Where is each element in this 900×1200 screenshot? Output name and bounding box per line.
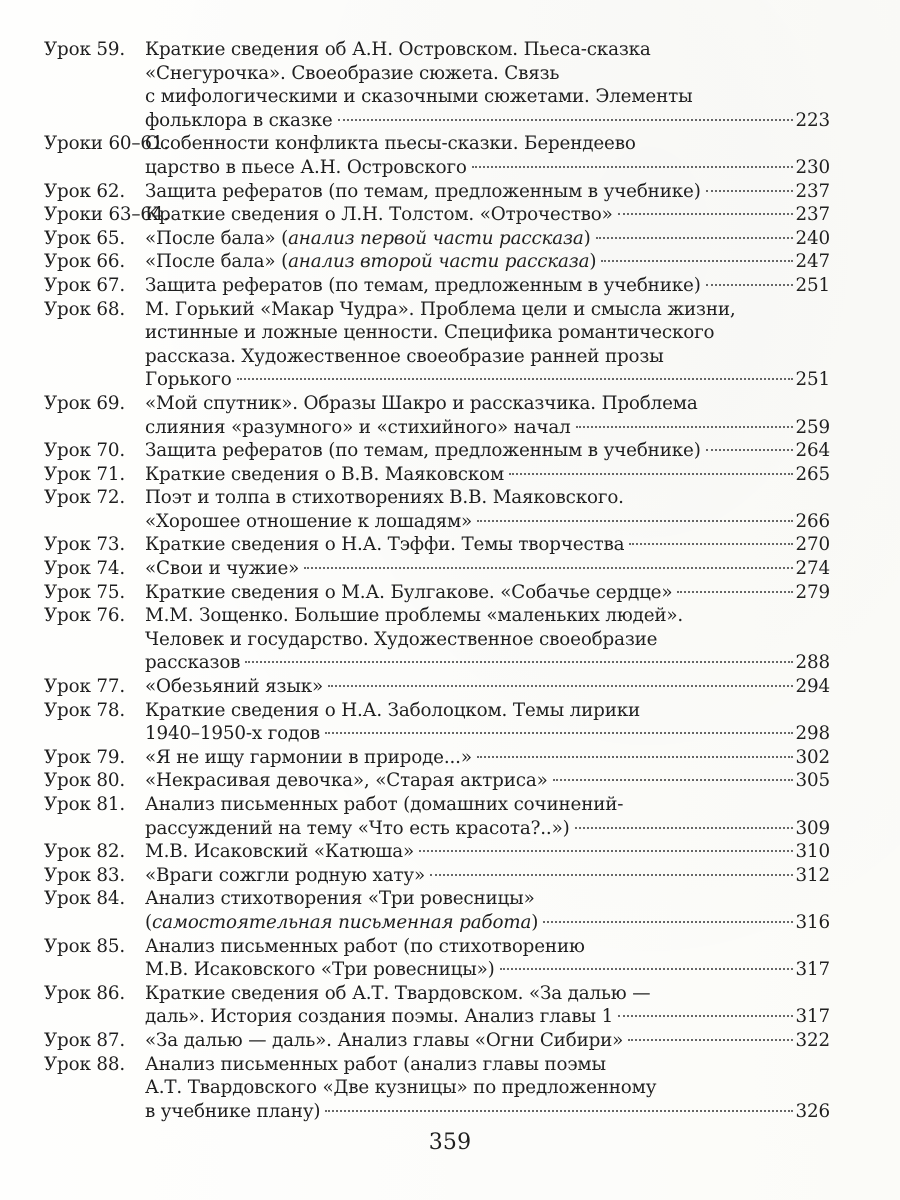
toc-entry [44, 392, 830, 439]
title-line: «Я не ищу гармонии в природе...» [145, 746, 472, 768]
title-line: Горького [145, 369, 232, 391]
lesson-label: Урок 59. [44, 39, 126, 60]
toc-entry [44, 675, 830, 699]
entry-page-number: 237 [795, 204, 830, 226]
lesson-title [145, 38, 830, 132]
entry-page-number: 317 [795, 959, 830, 981]
dot-leader [596, 237, 793, 239]
entry-page-number: 240 [795, 227, 830, 249]
toc-entry [44, 250, 830, 274]
title-line: «Хорошее отношение к лошадям» [145, 510, 473, 532]
entry-page-number: 305 [795, 770, 830, 792]
title-text-part: ) [531, 911, 539, 933]
title-final-line [145, 1005, 830, 1029]
entry-page-number: 259 [795, 416, 830, 438]
title-final-line [145, 109, 830, 133]
lesson-label: Урок 70. [44, 440, 126, 462]
toc-entry [44, 1053, 830, 1124]
toc-entry [44, 769, 830, 793]
lesson-label: Урок 77. [44, 676, 126, 698]
toc-entry [44, 840, 830, 864]
title-line: слияния «разумного» и «стихийного» начал [145, 416, 571, 438]
lesson-title [145, 298, 830, 392]
title-line [145, 250, 596, 274]
title-line: царство в пьесе А.Н. Островского [145, 156, 467, 178]
title-final-line [145, 958, 830, 982]
title-final-line [145, 439, 830, 463]
lesson-label: Урок 75. [44, 581, 126, 603]
lesson-label: Урок 78. [44, 699, 126, 721]
entry-page-number: 310 [795, 841, 830, 863]
lesson-title [145, 699, 830, 746]
title-line: Краткие сведения о В.В. Маяковском [145, 463, 505, 485]
lesson-title [145, 887, 830, 934]
toc-entry [44, 1029, 830, 1053]
dot-leader [575, 827, 793, 829]
lesson-title [145, 557, 830, 581]
dot-leader [477, 756, 793, 758]
title-line: Краткие сведения о Н.А. Тэффи. Темы творчества [145, 534, 625, 556]
dot-leader [338, 119, 793, 121]
lesson-label: Урок 80. [44, 770, 126, 792]
title-text-part: «После бала» ( [145, 251, 289, 273]
dot-leader [419, 850, 793, 852]
title-line: Поэт и толпа в стихотворениях В.В. Маяковского. [145, 487, 624, 509]
lesson-title [145, 392, 830, 439]
title-line: Человек и государство. Художественное своеобразие [145, 628, 658, 650]
lesson-title [145, 227, 830, 251]
title-line: А.Т. Твардовского «Две кузницы» по предложенному [145, 1077, 657, 1099]
toc-entry [44, 557, 830, 581]
title-line: Краткие сведения об А.Т. Твардовском. «За далью — [145, 982, 651, 1004]
toc-entry [44, 439, 830, 463]
lesson-title [145, 486, 830, 533]
title-line: «Мой спутник». Образы Шакро и рассказчика. Проблема [145, 392, 698, 414]
dot-leader [618, 213, 793, 215]
lesson-label: Урок 79. [44, 746, 126, 768]
title-line: Анализ письменных работ (по стихотворению [145, 935, 585, 957]
title-line: даль». История создания поэмы. Анализ главы 1 [145, 1006, 614, 1028]
dot-leader [245, 661, 792, 663]
title-line: фольклора в сказке [145, 109, 333, 131]
lesson-label: Урок 71. [44, 463, 126, 485]
entry-page-number: 223 [795, 109, 830, 131]
dot-leader [576, 426, 793, 428]
lesson-label: Урок 72. [44, 487, 126, 509]
entry-page-number: 270 [795, 534, 830, 556]
title-final-line [145, 864, 830, 888]
title-line: рассказов [145, 652, 241, 674]
lesson-label: Урок 76. [44, 605, 126, 627]
dot-leader [706, 284, 793, 286]
title-final-line [145, 1100, 830, 1124]
title-text-part: «После бала» ( [145, 227, 289, 249]
lesson-label: Урок 69. [44, 392, 126, 414]
dot-leader [629, 543, 792, 545]
title-final-line [145, 769, 830, 793]
dot-leader [472, 166, 793, 168]
dot-leader [325, 1110, 792, 1112]
lesson-label: Урок 67. [44, 274, 126, 296]
title-final-line [145, 510, 830, 534]
lesson-title [145, 533, 830, 557]
title-line: в учебнике плану) [145, 1100, 321, 1122]
title-line: Анализ стихотворения «Три ровесницы» [145, 888, 535, 910]
title-final-line [145, 203, 830, 227]
title-line [145, 227, 591, 251]
entry-page-number: 247 [795, 251, 830, 273]
dot-leader [543, 921, 792, 923]
lesson-label: Уроки 63–64. [44, 204, 170, 226]
title-line: Защита рефератов (по темам, предложенным в учебнике) [145, 440, 701, 462]
toc-entry [44, 982, 830, 1029]
toc-entry [44, 486, 830, 533]
toc-entry [44, 38, 830, 132]
dot-leader [237, 378, 793, 380]
lesson-title [145, 274, 830, 298]
title-line: 1940–1950-х годов [145, 723, 321, 745]
toc-entry [44, 227, 830, 251]
page-number: 359 [428, 1130, 472, 1155]
lesson-title [145, 581, 830, 605]
toc-entry [44, 746, 830, 770]
toc-entry [44, 887, 830, 934]
lesson-title [145, 746, 830, 770]
entry-page-number: 274 [795, 558, 830, 580]
italic-note: самостоятельная письменная работа [151, 911, 532, 933]
toc-entry [44, 935, 830, 982]
title-line: М.В. Исаковского «Три ровесницы») [145, 959, 495, 981]
lesson-label: Урок 74. [44, 558, 126, 580]
lesson-label: Уроки 60–61. [44, 133, 170, 155]
lesson-label: Урок 73. [44, 534, 126, 556]
title-final-line [145, 1029, 830, 1053]
title-line: «За далью — даль». Анализ главы «Огни Сибири» [145, 1029, 624, 1051]
title-line: Анализ письменных работ (домашних сочинений- [145, 794, 624, 815]
title-final-line [145, 581, 830, 605]
lesson-label: Урок 66. [44, 251, 126, 273]
lesson-label: Урок 88. [44, 1053, 126, 1075]
title-final-line [145, 368, 830, 392]
title-line [145, 911, 538, 935]
toc-entry [44, 203, 830, 227]
title-final-line [145, 675, 830, 699]
entry-page-number: 230 [795, 156, 830, 178]
dot-leader [677, 591, 792, 593]
toc-entry [44, 298, 830, 392]
dot-leader [477, 520, 792, 522]
title-line: Особенности конфликта пьесы-сказки. Берендеево [145, 133, 636, 155]
lesson-title [145, 604, 830, 675]
entry-page-number: 322 [795, 1029, 830, 1051]
entry-page-number: 326 [795, 1100, 830, 1122]
toc-entry [44, 533, 830, 557]
lesson-label: Урок 85. [44, 935, 126, 957]
title-text-part: ( [145, 911, 152, 933]
lesson-title [145, 203, 830, 227]
dot-leader [628, 1039, 792, 1041]
lesson-title [145, 840, 830, 864]
title-final-line [145, 722, 830, 746]
italic-note: анализ второй части рассказа [288, 251, 590, 273]
toc-entry [44, 180, 830, 204]
title-final-line [145, 416, 830, 440]
entry-page-number: 316 [795, 911, 830, 933]
lesson-label: Урок 65. [44, 227, 126, 249]
table-of-contents [44, 38, 830, 1123]
lesson-title [145, 1029, 830, 1053]
lesson-title [145, 250, 830, 274]
entry-page-number: 279 [795, 581, 830, 603]
dot-leader [430, 874, 793, 876]
toc-entry [44, 864, 830, 888]
lesson-title [145, 180, 830, 204]
title-line: истинные и ложные ценности. Специфика романтического [145, 322, 715, 344]
toc-entry [44, 581, 830, 605]
lesson-label: Урок 81. [44, 794, 126, 815]
entry-page-number: 294 [795, 676, 830, 698]
title-line: М. Горький «Макар Чудра». Проблема цели и смысла жизни, [145, 298, 736, 320]
title-final-line [145, 746, 830, 770]
lesson-title [145, 675, 830, 699]
dot-leader [328, 685, 792, 687]
title-final-line [145, 274, 830, 298]
title-final-line [145, 463, 830, 487]
lesson-title [145, 935, 830, 982]
title-line: «Снегурочка». Своеобразие сюжета. Связь [145, 62, 560, 84]
lesson-label: Урок 83. [44, 864, 126, 886]
title-final-line [145, 557, 830, 581]
dot-leader [618, 1015, 792, 1017]
entry-page-number: 266 [795, 510, 830, 532]
dot-leader [553, 779, 793, 781]
toc-entry [44, 274, 830, 298]
title-final-line [145, 651, 830, 675]
toc-entry [44, 604, 830, 675]
lesson-title [145, 439, 830, 463]
title-line: Краткие сведения об А.Н. Островском. Пьеса-сказка [145, 39, 651, 60]
lesson-label: Урок 62. [44, 180, 126, 202]
title-line: рассказа. Художественное своеобразие ранней прозы [145, 345, 664, 367]
toc-entry [44, 699, 830, 746]
dot-leader [509, 473, 793, 475]
title-final-line [145, 911, 830, 935]
title-line: М.М. Зощенко. Большие проблемы «маленьких людей». [145, 605, 684, 627]
entry-page-number: 251 [795, 274, 830, 296]
title-final-line [145, 156, 830, 180]
title-line: Анализ письменных работ (анализ главы поэмы [145, 1053, 606, 1075]
dot-leader [706, 190, 793, 192]
entry-page-number: 317 [795, 1006, 830, 1028]
title-final-line [145, 840, 830, 864]
entry-page-number: 309 [795, 817, 830, 839]
lesson-title [145, 982, 830, 1029]
lesson-title [145, 864, 830, 888]
lesson-label: Урок 68. [44, 298, 126, 320]
title-line: с мифологическими и сказочными сюжетами. Элементы [145, 86, 693, 108]
title-line: рассуждений на тему «Что есть красота?..») [145, 817, 570, 839]
dot-leader [304, 567, 792, 569]
lesson-title [145, 1053, 830, 1124]
dot-leader [500, 968, 793, 970]
title-line: «Некрасивая девочка», «Старая актриса» [145, 770, 548, 792]
lesson-label: Урок 86. [44, 982, 126, 1004]
entry-page-number: 264 [795, 440, 830, 462]
lesson-title [145, 132, 830, 179]
lesson-label: Урок 84. [44, 888, 126, 910]
lesson-label: Урок 87. [44, 1029, 126, 1051]
entry-page-number: 265 [795, 463, 830, 485]
entry-page-number: 298 [795, 723, 830, 745]
dot-leader [601, 260, 792, 262]
italic-note: анализ первой части рассказа [288, 227, 584, 249]
entry-page-number: 312 [795, 864, 830, 886]
title-line: Краткие сведения о Л.Н. Толстом. «Отрочество» [145, 204, 613, 226]
toc-entry [44, 463, 830, 487]
entry-page-number: 288 [795, 652, 830, 674]
lesson-label: Урок 82. [44, 841, 126, 863]
toc-entry [44, 132, 830, 179]
entry-page-number: 302 [795, 746, 830, 768]
title-final-line [145, 180, 830, 204]
title-line: Краткие сведения о Н.А. Заболоцком. Темы лирики [145, 699, 641, 721]
title-line: Защита рефератов (по темам, предложенным в учебнике) [145, 274, 701, 296]
title-line: Защита рефератов (по темам, предложенным в учебнике) [145, 180, 701, 202]
title-line: «Обезьяний язык» [145, 676, 324, 698]
title-line: «Враги сожгли родную хату» [145, 864, 426, 886]
title-line: М.В. Исаковский «Катюша» [145, 841, 414, 863]
title-final-line [145, 533, 830, 557]
title-final-line [145, 817, 830, 841]
title-final-line [145, 227, 830, 251]
lesson-title [145, 463, 830, 487]
title-text-part: ) [583, 227, 591, 249]
dot-leader [325, 732, 792, 734]
title-line: Краткие сведения о М.А. Булгакове. «Собачье сердце» [145, 581, 673, 603]
entry-page-number: 251 [795, 369, 830, 391]
title-line: «Свои и чужие» [145, 558, 300, 580]
toc-entry [44, 793, 830, 840]
lesson-title [145, 793, 830, 840]
dot-leader [706, 449, 793, 451]
lesson-title [145, 769, 830, 793]
title-final-line [145, 250, 830, 274]
title-text-part: ) [589, 251, 597, 273]
entry-page-number: 237 [795, 180, 830, 202]
